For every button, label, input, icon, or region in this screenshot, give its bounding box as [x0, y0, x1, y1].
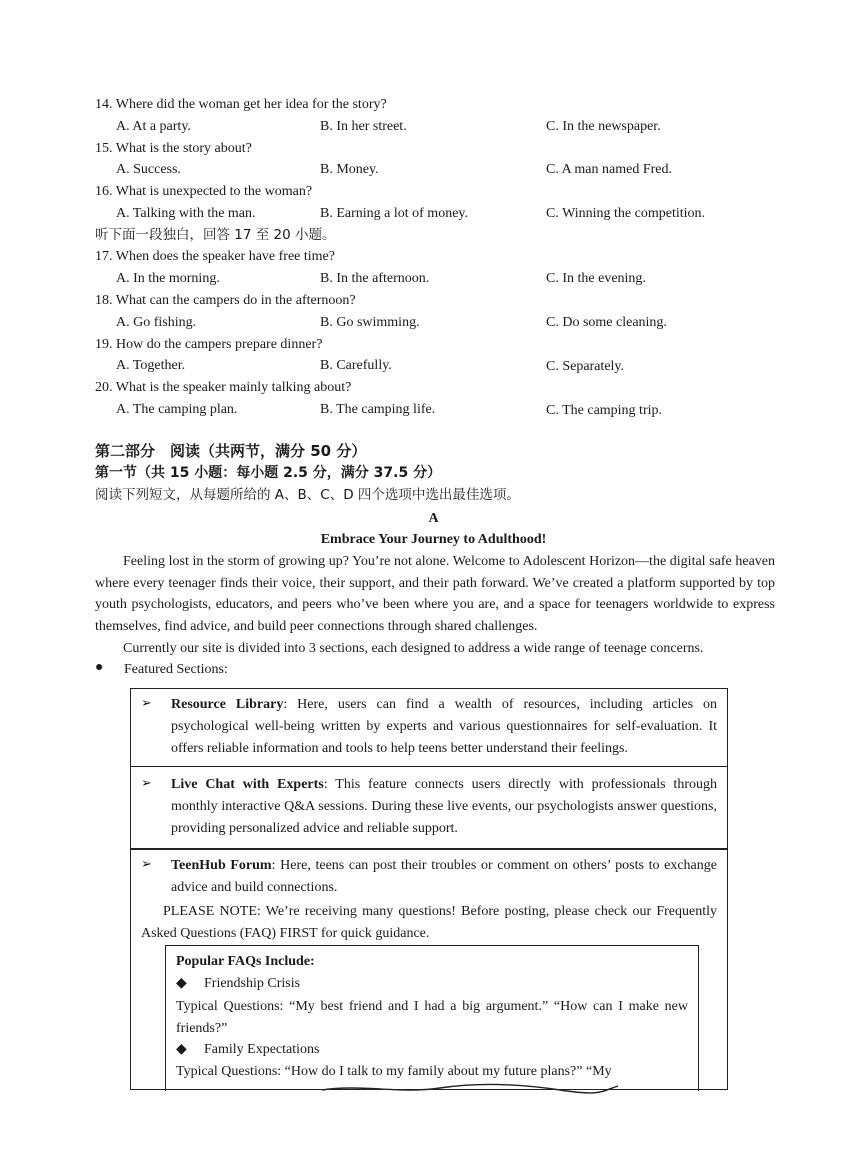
faq-box	[165, 945, 699, 1091]
question-16: 16. What is unexpected to the woman?	[95, 184, 313, 199]
live-chat-name: Live Chat with Experts	[171, 777, 324, 792]
reading-instruction: 阅读下列短文，从每题所给的 A、B、C、D 四个选项中选出最佳选项。	[95, 487, 520, 503]
passage-paragraph-2	[95, 638, 775, 660]
resource-library-text: : Here, users can find a wealth of resources, including articles on psychological well-being written by experts and various questionnaires for self-evaluation. It offers reliable information and tools to help teens better understand their feelings.	[171, 697, 718, 756]
q19-option-a: A. Together.	[116, 358, 186, 373]
q15-option-c: C. A man named Fred.	[546, 162, 672, 177]
faq-topic-friendship: Friendship Crisis	[204, 976, 301, 991]
faq-topic-family: Family Expectations	[204, 1042, 320, 1057]
section-box-resource-library	[130, 688, 728, 767]
q15-option-b: B. Money.	[320, 162, 379, 177]
live-chat-description	[171, 774, 717, 840]
paragraph-2-text: Currently our site is divided into 3 sections, each designed to address a wide range of teenage concerns.	[123, 641, 704, 656]
diamond-bullet-icon: ◆	[176, 1042, 187, 1057]
faq-note: PLEASE NOTE: We’re receiving many questions! Before posting, please check our Frequently Asked Questions (FAQ) FIRST for quick guidance.	[141, 904, 717, 941]
passage-paragraph-1	[95, 551, 775, 638]
q15-option-a: A. Success.	[116, 162, 181, 177]
question-17: 17. When does the speaker have free time?	[95, 249, 335, 264]
q16-option-b: B. Earning a lot of money.	[320, 206, 469, 221]
question-19: 19. How do the campers prepare dinner?	[95, 337, 323, 352]
q18-option-a: A. Go fishing.	[116, 315, 197, 330]
q14-option-b: B. In her street.	[320, 119, 407, 134]
q16-option-a: A. Talking with the man.	[116, 206, 256, 221]
q17-option-c: C. In the evening.	[546, 271, 646, 286]
section-box-teenhub-forum	[130, 849, 728, 1090]
q18-option-b: B. Go swimming.	[320, 315, 420, 330]
arrowhead-icon: ➢	[141, 856, 152, 871]
q20-option-a: A. The camping plan.	[116, 402, 238, 417]
q18-option-c: C. Do some cleaning.	[546, 315, 667, 330]
bullet-dot-icon: ●	[95, 660, 104, 675]
passage-letter: A	[428, 511, 439, 526]
question-18: 18. What can the campers do in the afternoon?	[95, 293, 356, 308]
q16-option-c: C. Winning the competition.	[546, 206, 705, 221]
arrowhead-icon: ➢	[141, 695, 152, 710]
q19-option-b: B. Carefully.	[320, 358, 392, 373]
wavy-cut-line-icon	[320, 1080, 620, 1096]
arrowhead-icon: ➢	[141, 775, 152, 790]
teenhub-forum-name: TeenHub Forum	[171, 858, 272, 873]
q14-option-c: C. In the newspaper.	[546, 119, 661, 134]
q17-option-b: B. In the afternoon.	[320, 271, 430, 286]
question-15: 15. What is the story about?	[95, 141, 252, 156]
question-20: 20. What is the speaker mainly talking about?	[95, 380, 352, 395]
paragraph-1-text: Feeling lost in the storm of growing up? You’re not alone. Welcome to Adolescent Horizon—the digital safe heaven where every teenager finds their voice, their support, and their path forward. We’ve created a platform supported by top youth psychologists, educators, and peers who’ve been where you are, and a space for teenagers worldwide to express themselves, find advice, and build peer connections through shared challenges.	[95, 554, 775, 635]
diamond-bullet-icon: ◆	[176, 976, 187, 991]
faq-title: Popular FAQs Include:	[176, 954, 315, 969]
resource-library-description	[171, 694, 717, 760]
q14-option-a: A. At a party.	[116, 119, 191, 134]
q19-option-c: C. Separately.	[546, 359, 625, 374]
q20-option-b: B. The camping life.	[320, 402, 436, 417]
q20-option-c: C. The camping trip.	[546, 403, 662, 418]
section-box-live-chat	[130, 767, 728, 849]
question-14: 14. Where did the woman get her idea for the story?	[95, 97, 387, 112]
live-chat-text: : This feature connects users directly with professionals through monthly interactive Q&A sessions. During these live events, our psychologists answer questions, providing personalized advice and reliable support.	[171, 777, 717, 836]
monologue-instruction: 听下面一段独白，回答 17 至 20 小题。	[95, 227, 336, 243]
section-one-title: 第一节（共 15 小题：每小题 2.5 分，满分 37.5 分）	[95, 465, 442, 481]
q17-option-a: A. In the morning.	[116, 271, 220, 286]
part-two-title: 第二部分 阅读（共两节，满分 50 分）	[95, 442, 367, 460]
passage-title: Embrace Your Journey to Adulthood!	[320, 532, 547, 547]
featured-sections-label: Featured Sections:	[124, 662, 228, 677]
resource-library-name: Resource Library	[171, 697, 284, 712]
faq-typical-family: Typical Questions: “How do I talk to my family about my future plans?” “My	[176, 1064, 612, 1079]
teenhub-forum-description	[171, 855, 717, 899]
faq-typical-friendship: Typical Questions: “My best friend and I had a big argument.” “How can I make new friends?”	[176, 999, 688, 1036]
teenhub-forum-text: : Here, teens can post their troubles or comment on others’ posts to exchange advice and build connections.	[171, 858, 717, 895]
